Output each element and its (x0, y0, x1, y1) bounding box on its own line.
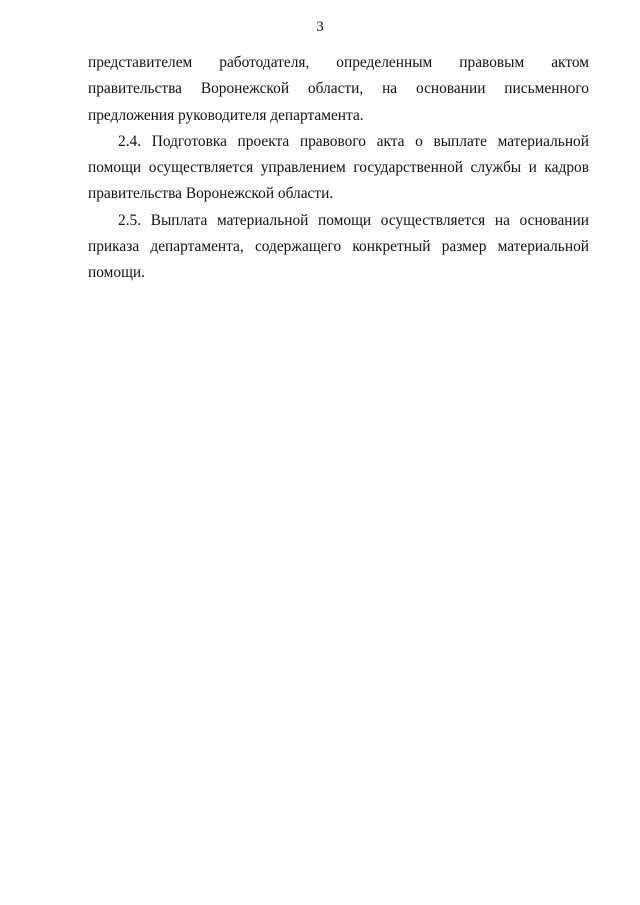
paragraph-2-5: 2.5. Выплата материальной помощи осуществляется на основании приказа департамента, содержащего конкретный размер материальной помощи. (88, 211, 589, 282)
paragraph-continuation: представителем работодателя, определенным правовым актом правительства Воронежской области, на основании письменного предложения руководителя департамента. (88, 54, 589, 124)
paragraph-2-4: 2.4. Подготовка проекта правового акта о выплате материальной помощи осуществляется управлением государственной службы и кадров правительства Воронежской области. (88, 132, 589, 203)
document-body (88, 50, 589, 287)
page-number: 3 (316, 19, 324, 35)
